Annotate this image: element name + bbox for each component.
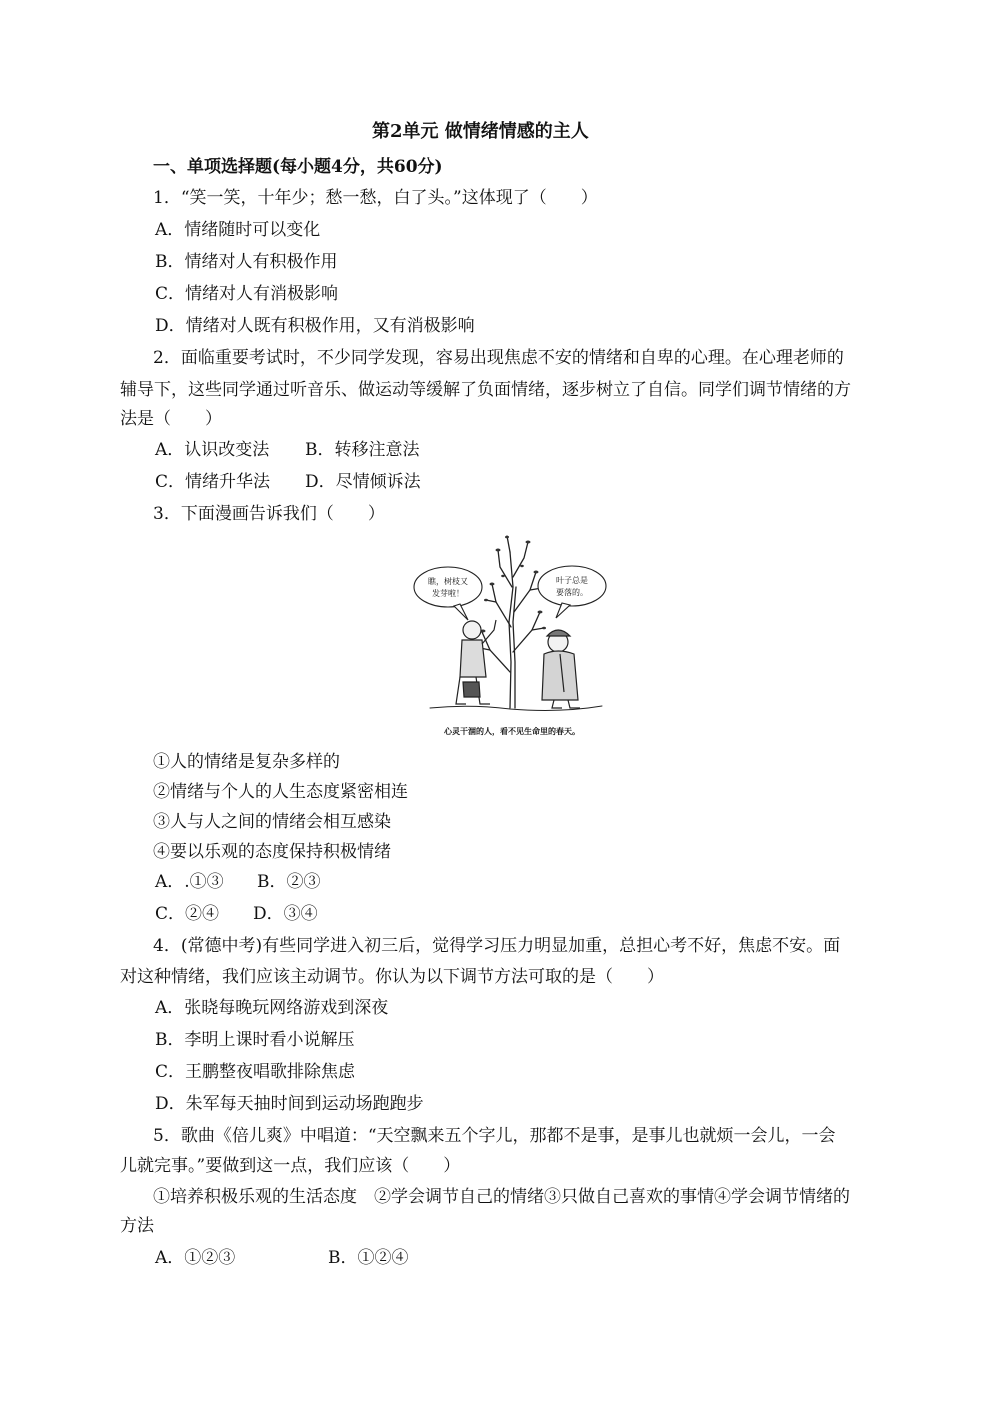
question-3-statement-3: ③人与人之间的情绪会相互感染: [153, 812, 391, 832]
question-1-option-c: C．情绪对人有消极影响: [155, 284, 339, 304]
bubble-right-line-1: 叶子总是: [556, 576, 588, 585]
question-2-option-a: A．认识改变法: [155, 440, 270, 460]
cartoon-illustration: [410, 532, 615, 742]
question-1-stem: 1．“笑一笑，十年少；愁一愁，白了头。”这体现了（ ）: [153, 188, 598, 208]
question-3-statement-1: ①人的情绪是复杂多样的: [153, 752, 340, 772]
cartoon-caption: 心灵干涸的人，看不见生命里的春天。: [444, 727, 580, 736]
question-2-stem-line-3: 法是（ ）: [120, 409, 222, 429]
question-5-option-b: B．①②④: [328, 1248, 409, 1268]
question-4-stem-line-2: 对这种情绪，我们应该主动调节。你认为以下调节方法可取的是（ ）: [120, 967, 664, 987]
question-2-stem-line-1: 2．面临重要考试时，不少同学发现，容易出现焦虑不安的情绪和自卑的心理。在心理老师的: [153, 348, 844, 368]
question-5-statements-line-1: ①培养积极乐观的生活态度 ②学会调节自己的情绪③只做自己喜欢的事情④学会调节情绪的: [153, 1187, 850, 1207]
bubble-left-line-1: 瞧，树枝又: [428, 577, 468, 586]
question-4-stem-line-1: 4．(常德中考)有些同学进入初三后，觉得学习压力明显加重，总担心考不好，焦虑不安。面: [153, 936, 841, 956]
question-2-stem-line-2: 辅导下，这些同学通过听音乐、做运动等缓解了负面情绪，逐步树立了自信。同学们调节情绪的方: [120, 380, 851, 400]
question-3-option-d: D．③④: [253, 904, 318, 924]
bubble-right-line-2: 要落的。: [556, 588, 588, 597]
question-5-option-a: A．①②③: [155, 1248, 236, 1268]
question-3-statement-4: ④要以乐观的态度保持积极情绪: [153, 842, 391, 862]
question-4-option-b: B．李明上课时看小说解压: [155, 1030, 355, 1050]
question-2-option-c: C．情绪升华法: [155, 472, 271, 492]
page-title: 第2单元 做情绪情感的主人: [372, 121, 589, 142]
question-3-option-b: B．②③: [257, 872, 321, 892]
question-3-statement-2: ②情绪与个人的人生态度紧密相连: [153, 782, 408, 802]
question-5-stem-line-1: 5．歌曲《倍儿爽》中唱道：“天空飘来五个字儿，那都不是事，是事儿也就烦一会儿，一会: [153, 1126, 836, 1146]
question-1-option-a: A．情绪随时可以变化: [155, 220, 321, 240]
question-1-option-d: D．情绪对人既有积极作用，又有消极影响: [155, 316, 475, 336]
question-1-option-b: B．情绪对人有积极作用: [155, 252, 338, 272]
question-5-stem-line-2: 儿就完事。”要做到这一点，我们应该（ ）: [120, 1156, 461, 1176]
question-3-option-c: C．②④: [155, 904, 220, 924]
question-2-option-d: D．尽情倾诉法: [305, 472, 421, 492]
question-5-statements-line-2: 方法: [120, 1216, 154, 1236]
question-4-option-a: A．张晓每晚玩网络游戏到深夜: [155, 998, 389, 1018]
question-2-option-b: B．转移注意法: [305, 440, 420, 460]
question-3-option-a: A．.①③: [155, 872, 224, 892]
section-heading: 一、单项选择题(每小题4分，共60分): [153, 157, 443, 177]
question-4-option-d: D．朱军每天抽时间到运动场跑跑步: [155, 1094, 424, 1114]
question-3-stem: 3．下面漫画告诉我们（ ）: [153, 504, 385, 524]
bubble-left-line-2: 发芽啦！: [432, 589, 464, 598]
question-4-option-c: C．王鹏整夜唱歌排除焦虑: [155, 1062, 356, 1082]
